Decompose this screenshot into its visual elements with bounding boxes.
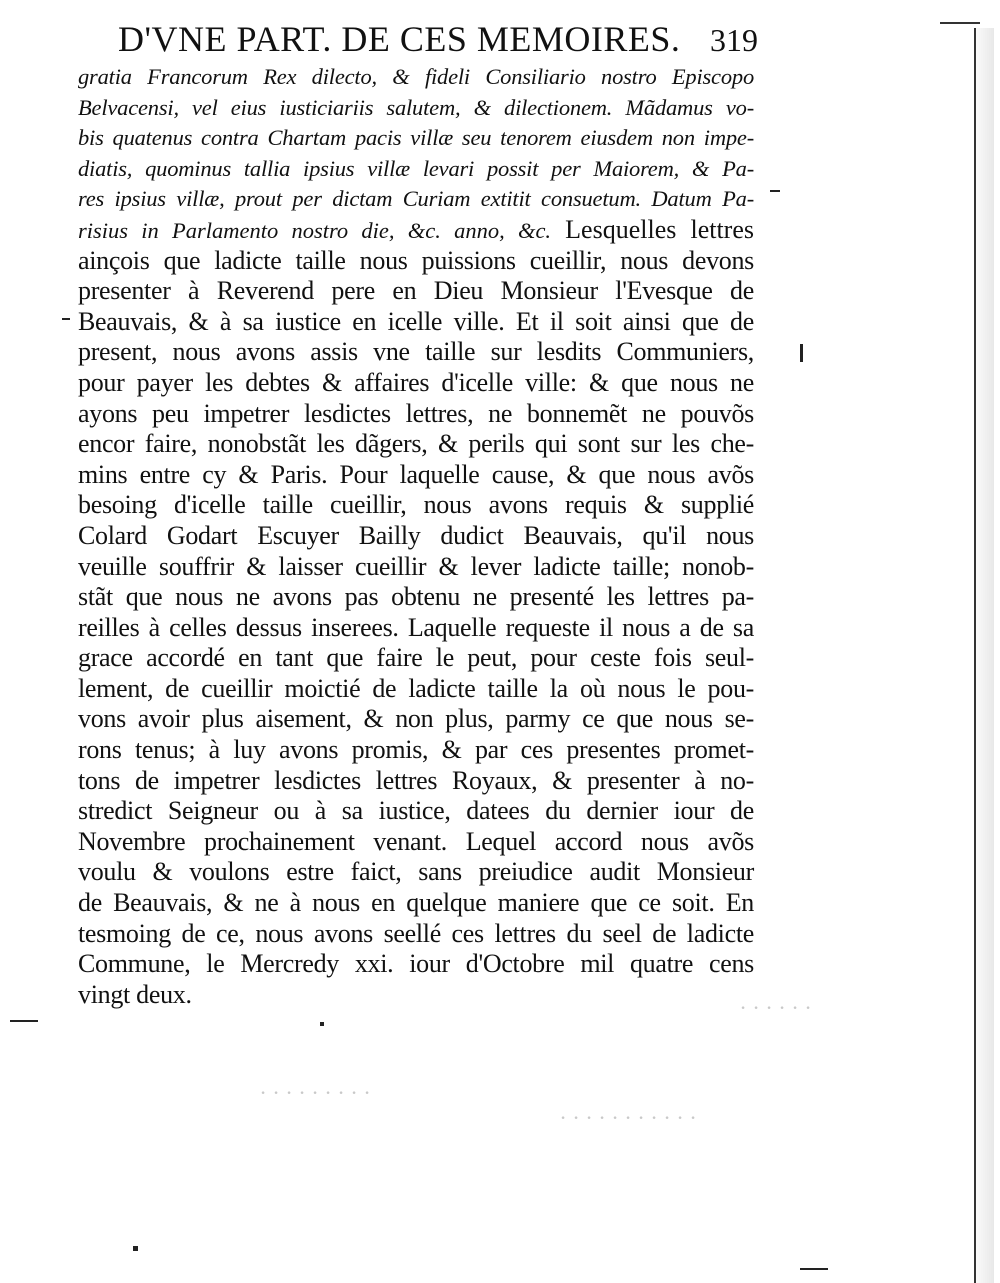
bleed-through-mark: · · · · · · <box>740 995 812 1020</box>
bleed-through-mark: · · · · · · · · · · · <box>560 1105 697 1130</box>
text-line: gratia Francorum Rex dilecto, & fideli Consiliario nostro Episcopo <box>78 64 754 89</box>
text-line: bis quatenus contra Chartam pacis villæ seu tenorem eiusdem non impe- <box>78 125 754 151</box>
text-line: Colard Godart Escuyer Bailly dudict Beauvais, qu'il nous <box>78 520 754 550</box>
text-line: besoing d'icelle taille cueillir, nous avons requis & supplié <box>78 490 754 520</box>
text-line: encor faire, nonobstãt les dãgers, & perils qui sont sur les che- <box>78 429 754 459</box>
margin-mark <box>770 190 780 192</box>
margin-mark <box>800 1268 828 1270</box>
margin-mark <box>62 318 70 320</box>
running-head: D'VNE PART. DE CES MEMOIRES. <box>118 19 681 59</box>
text-line: ainçois que ladicte taille nous puissions cueillir, nous devons <box>78 245 754 275</box>
text-line: res ipsius villæ, prout per dictam Curiam extitit consuetum. Datum Pa- <box>78 186 754 212</box>
text-line: veuille souffrir & laisser cueillir & lever ladicte taille; nonob- <box>78 551 754 581</box>
french-text: Lesquelles lettres <box>551 214 754 244</box>
text-line: vons avoir plus aisement, & non plus, parmy ce que nous se- <box>78 704 754 734</box>
bleed-through-mark: · · · · · · · · · <box>260 1080 371 1105</box>
ink-speck <box>320 1022 324 1026</box>
text-line: mins entre cy & Paris. Pour laquelle cause, & que nous avõs <box>78 459 754 489</box>
text-line: Commune, le Mercredy xxi. iour d'Octobre mil quatre cens <box>78 949 754 979</box>
text-line: present, nous avons assis vne taille sur lesdits Communiers, <box>78 337 754 367</box>
text-line: stãt que nous ne avons pas obtenu ne presenté les lettres pa- <box>78 582 754 612</box>
text-line: presenter à Reverend pere en Dieu Monsieur l'Evesque de <box>78 276 754 306</box>
margin-mark <box>800 344 803 362</box>
text-line: de Beauvais, & ne à nous en quelque maniere que ce soit. En <box>78 888 754 918</box>
ink-speck <box>133 1246 138 1251</box>
text-line <box>78 215 754 246</box>
page-header <box>118 14 758 60</box>
text-line: ayons peu impetrer lesdictes lettres, ne bonnemẽt ne pouvõs <box>78 398 754 428</box>
page-edge <box>974 28 994 1283</box>
text-line: lement, de cueillir moictié de ladicte taille la où nous le pou- <box>78 673 754 703</box>
body-text <box>78 62 754 1010</box>
text-line: grace accordé en tant que faire le peut, pour ceste fois seul- <box>78 643 754 673</box>
text-line: Beauvais, & à sa iustice en icelle ville. Et il soit ainsi que de <box>78 306 754 336</box>
text-line: reilles à celles dessus inserees. Laquelle requeste il nous a de sa <box>78 612 754 642</box>
text-line: stredict Seigneur ou à sa iustice, datees du dernier iour de <box>78 796 754 826</box>
page-corner <box>940 22 980 36</box>
text-line: tons de impetrer lesdictes lettres Royaux, & presenter à no- <box>78 765 754 795</box>
page-number: 319 <box>710 22 758 58</box>
margin-mark <box>10 1020 38 1022</box>
text-line: Belvacensi, vel eius iusticiariis salutem, & dilectionem. Mãdamus vo- <box>78 94 754 120</box>
text-line: voulu & voulons estre faict, sans preiudice audit Monsieur <box>78 857 754 887</box>
text-line: Novembre prochainement venant. Lequel accord nous avõs <box>78 826 754 856</box>
text-line: tesmoing de ce, nous avons seellé ces lettres du seel de ladicte <box>78 918 754 948</box>
text-line: vingt deux. <box>78 979 192 1009</box>
text-line: rons tenus; à luy avons promis, & par ces presentes promet- <box>78 735 754 765</box>
text-line: pour payer les debtes & affaires d'icelle ville: & que nous ne <box>78 367 754 397</box>
text-line: diatis, quominus tallia ipsius villæ levari possit per Maiorem, & Pa- <box>78 155 754 181</box>
latin-text: risius in Parlamento nostro die, &c. anno, &c. <box>78 217 552 243</box>
